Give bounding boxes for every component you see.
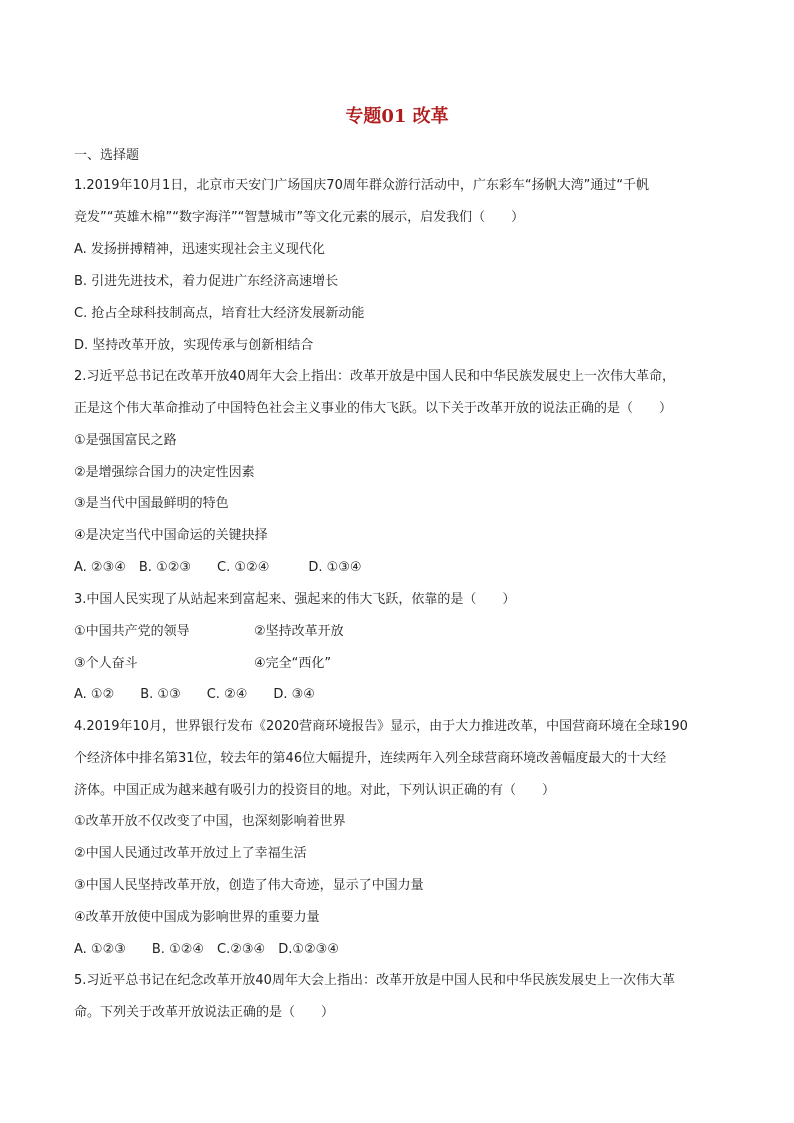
question-1-stem-line-2: 竞发”“英雄木棉”“数字海洋”“智慧城市”等文化元素的展示，启发我们（ ） <box>74 210 525 225</box>
question-3-item-4: ④完全“西化” <box>254 656 332 671</box>
question-5-stem-line-1: 5.习近平总书记在纪念改革开放40周年大会上指出：改革开放是中国人民和中华民族发展史上一次伟大革 <box>74 973 675 988</box>
question-2-item-3: ③是当代中国最鲜明的特色 <box>74 496 229 511</box>
question-4-stem-line-2: 个经济体中排名第31位，较去年的第46位大幅提升，连续两年入列全球营商环境改善幅度最大的十大经 <box>74 751 667 766</box>
question-2-item-2: ②是增强综合国力的决定性因素 <box>74 465 255 480</box>
question-3-stem: 3.中国人民实现了从站起来到富起来、强起来的伟大飞跃，依靠的是（ ） <box>74 592 516 607</box>
question-2-item-1: ①是强国富民之路 <box>74 433 177 448</box>
question-3-item-1: ①中国共产党的领导 <box>74 624 190 639</box>
question-1-option-c: C. 抢占全球科技制高点，培育壮大经济发展新动能 <box>74 306 365 321</box>
question-4-stem-line-3: 济体。中国正成为越来越有吸引力的投资目的地。对此，下列认识正确的有（ ） <box>74 783 556 798</box>
question-3-item-3: ③个人奋斗 <box>74 656 138 671</box>
question-4-answer-options: A. ①②③ B. ①②④ C.②③④ D.①②③④ <box>74 942 339 957</box>
question-4-item-3: ③中国人民坚持改革开放，创造了伟大奇迹，显示了中国力量 <box>74 878 424 893</box>
question-4-item-1: ①改革开放不仅改变了中国，也深刻影响着世界 <box>74 814 346 829</box>
question-1-stem-line-1: 1.2019年10月1日，北京市天安门广场国庆70周年群众游行活动中，广东彩车“扬帆大湾”通过“千帆 <box>74 178 650 193</box>
question-4-stem-line-1: 4.2019年10月，世界银行发布《2020营商环境报告》显示，由于大力推进改革，中国营商环境在全球190 <box>74 719 688 734</box>
question-4-item-4: ④改革开放使中国成为影响世界的重要力量 <box>74 910 320 925</box>
question-1-option-a: A. 发扬拼搏精神，迅速实现社会主义现代化 <box>74 242 325 257</box>
question-2-item-4: ④是决定当代中国命运的关键抉择 <box>74 528 268 543</box>
question-2-stem-line-2: 正是这个伟大革命推动了中国特色社会主义事业的伟大飞跃。以下关于改革开放的说法正确的是（ ） <box>74 401 673 416</box>
question-1-option-b: B. 引进先进技术，着力促进广东经济高速增长 <box>74 274 339 289</box>
question-2-stem-line-1: 2.习近平总书记在改革开放40周年大会上指出：改革开放是中国人民和中华民族发展史上一次伟大革命， <box>74 369 675 384</box>
question-5-stem-line-2: 命。下列关于改革开放说法正确的是（ ） <box>74 1005 335 1020</box>
question-2-answer-options: A. ②③④ B. ①②③ C. ①②④ D. ①③④ <box>74 560 362 575</box>
question-1-option-d: D. 坚持改革开放，实现传承与创新相结合 <box>74 338 314 353</box>
section-heading: 一、选择题 <box>74 148 140 163</box>
question-4-item-2: ②中国人民通过改革开放过上了幸福生活 <box>74 846 307 861</box>
question-3-item-2: ②坚持改革开放 <box>254 624 344 639</box>
question-3-answer-options: A. ①② B. ①③ C. ②④ D. ③④ <box>74 687 315 702</box>
page-title: 专题01 改革 <box>345 106 449 127</box>
